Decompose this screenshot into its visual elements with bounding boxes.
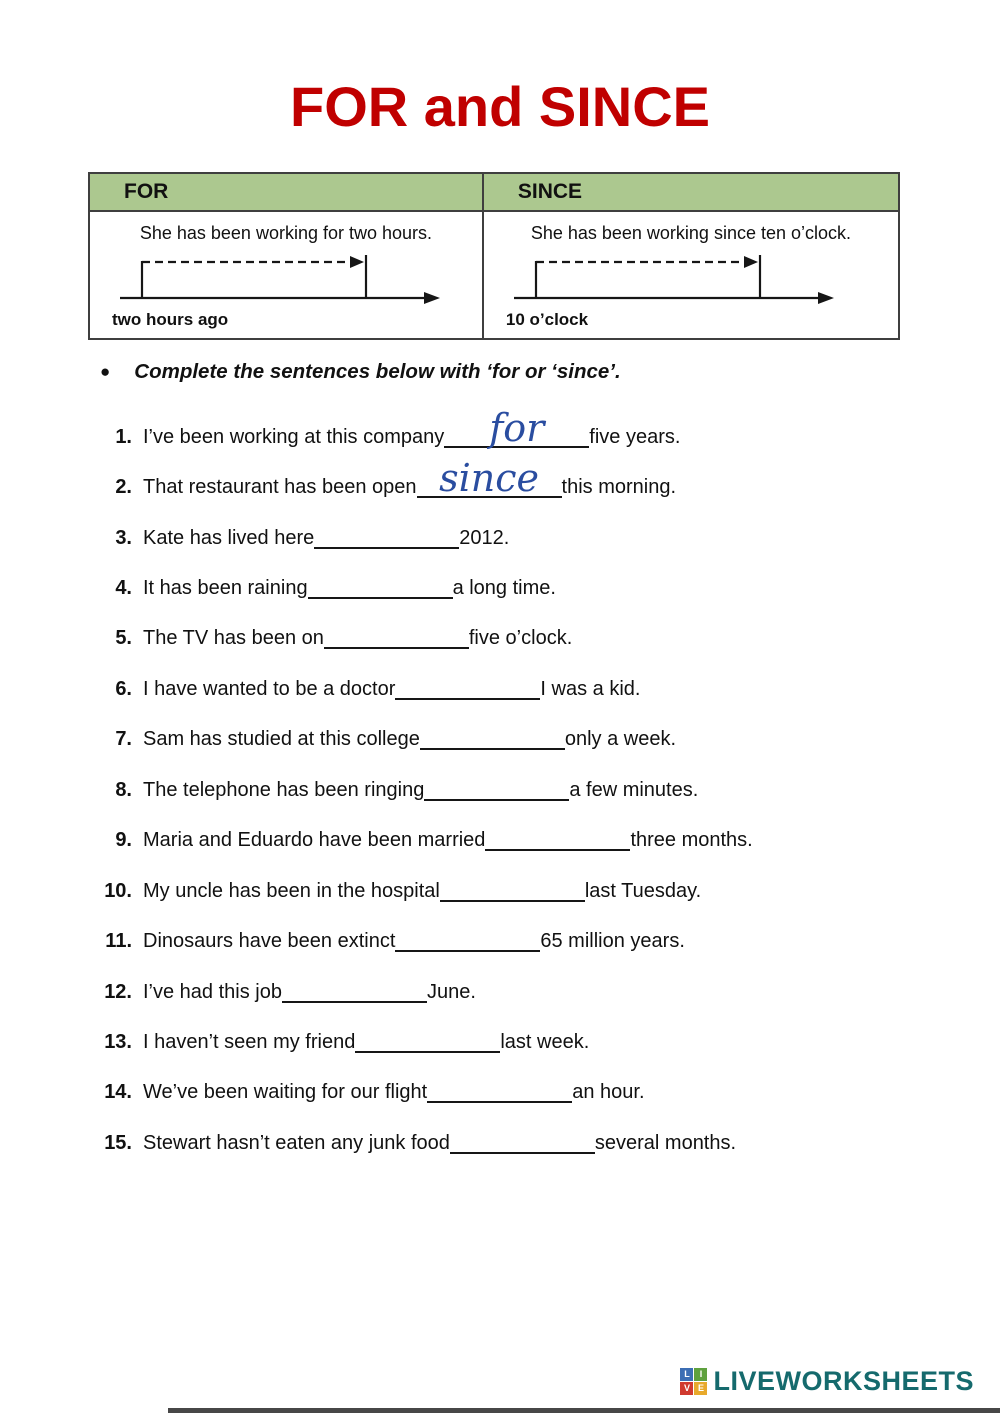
item-before: I have wanted to be a doctor [143, 677, 396, 700]
exercise-item [0, 715, 1000, 765]
item-number: 15. [104, 1131, 132, 1154]
item-sentence [143, 930, 685, 953]
item-after: last Tuesday. [584, 879, 702, 902]
exercise-item [0, 967, 1000, 1017]
item-sentence [143, 678, 640, 701]
liveworksheets-logo-icon [680, 1368, 707, 1395]
logo-square-i: I [694, 1368, 707, 1381]
item-after: five o’clock. [468, 627, 573, 650]
item-before: I haven’t seen my friend [143, 1030, 356, 1053]
item-before: The telephone has been ringing [143, 778, 425, 801]
answer-blank[interactable] [427, 1101, 572, 1103]
exercise-item [0, 816, 1000, 866]
liveworksheets-brand-text: LIVEWORKSHEETS [713, 1366, 974, 1396]
item-after: an hour. [572, 1081, 645, 1104]
table-header-since: SINCE [482, 174, 898, 212]
item-number: 3. [115, 526, 132, 549]
item-sentence [143, 577, 556, 600]
item-number: 12. [104, 980, 132, 1003]
item-sentence [143, 405, 681, 450]
item-after: June. [426, 980, 476, 1003]
exercise-item [0, 614, 1000, 664]
item-before: It has been raining [143, 577, 308, 600]
item-before: My uncle has been in the hospital [143, 879, 440, 902]
item-after: 65 million years. [540, 930, 685, 953]
exercise-item [0, 1068, 1000, 1118]
table-cell-since [482, 212, 898, 338]
answer-blank[interactable] [314, 547, 459, 549]
answer-blank[interactable] [450, 1152, 595, 1154]
table-cell-for [90, 212, 482, 338]
item-before: Sam has studied at this college [143, 728, 420, 751]
answer-blank[interactable] [417, 456, 562, 501]
timeline-diagram-since [494, 248, 844, 310]
answer-blank[interactable] [282, 1001, 427, 1003]
item-number: 13. [104, 1030, 132, 1053]
exercise-list [0, 405, 1000, 1169]
answer-blank[interactable] [440, 900, 585, 902]
item-before: Kate has lived here [143, 526, 315, 549]
answer-blank[interactable] [395, 698, 540, 700]
item-after: a long time. [452, 577, 556, 600]
instruction-text: Complete the sentences below with ‘for or ‘since’. [134, 360, 621, 383]
item-sentence [143, 981, 476, 1004]
exercise-item [0, 1118, 1000, 1168]
item-sentence [143, 1132, 736, 1155]
item-answer: for [489, 405, 545, 450]
item-before: Stewart hasn’t eaten any junk food [143, 1131, 450, 1154]
item-before: We’ve been waiting for our flight [143, 1081, 428, 1104]
item-after: five years. [589, 425, 681, 448]
instruction-line [100, 360, 621, 384]
item-number: 9. [115, 829, 132, 852]
item-number: 1. [115, 425, 132, 448]
exercise-item [0, 664, 1000, 714]
answer-blank[interactable] [420, 748, 565, 750]
item-number: 8. [115, 778, 132, 801]
exercise-item [0, 866, 1000, 916]
item-number: 10. [104, 879, 132, 902]
item-sentence [143, 456, 677, 501]
item-sentence [143, 627, 572, 650]
item-number: 5. [115, 627, 132, 650]
item-number: 14. [104, 1081, 132, 1104]
item-after: several months. [594, 1131, 737, 1154]
item-before: The TV has been on [143, 627, 324, 650]
answer-blank[interactable] [424, 799, 569, 801]
item-number: 6. [115, 677, 132, 700]
timeline-diagram-for [100, 248, 450, 310]
exercise-item [0, 563, 1000, 613]
exercise-item [0, 916, 1000, 966]
item-after: only a week. [564, 728, 676, 751]
answer-blank[interactable] [395, 950, 540, 952]
item-number: 7. [115, 728, 132, 751]
answer-blank[interactable] [485, 849, 630, 851]
item-number: 2. [115, 476, 132, 499]
next-page-edge [168, 1408, 1000, 1413]
item-after: this morning. [561, 476, 677, 499]
example-sentence-for: She has been working for two hours. [139, 223, 433, 243]
answer-blank[interactable] [308, 597, 453, 599]
answer-blank[interactable] [355, 1051, 500, 1053]
item-after: 2012. [459, 526, 510, 549]
item-sentence [143, 880, 701, 903]
item-before: I’ve had this job [143, 980, 282, 1003]
item-sentence [143, 1031, 589, 1054]
liveworksheets-footer [680, 1366, 974, 1397]
logo-square-v: V [680, 1382, 693, 1395]
exercise-item [0, 456, 1000, 512]
bullet-icon: ● [100, 362, 111, 381]
item-before: Maria and Eduardo have been married [143, 829, 486, 852]
exercise-item [0, 1017, 1000, 1067]
item-after: three months. [630, 829, 753, 852]
item-before: Dinosaurs have been extinct [143, 930, 396, 953]
item-sentence [143, 779, 698, 802]
example-sentence-since: She has been working since ten o’clock. [530, 223, 852, 243]
item-sentence [143, 728, 676, 751]
logo-square-e: E [694, 1382, 707, 1395]
exercise-item [0, 765, 1000, 815]
for-since-table [88, 172, 900, 340]
item-answer: since [439, 456, 539, 501]
answer-blank[interactable] [324, 647, 469, 649]
item-number: 4. [115, 577, 132, 600]
time-label-for: two hours ago [112, 310, 229, 329]
item-after: last week. [500, 1030, 590, 1053]
item-number: 11. [105, 930, 132, 953]
time-label-since: 10 o’clock [505, 310, 589, 329]
item-before: That restaurant has been open [143, 476, 417, 499]
item-sentence [143, 829, 753, 852]
exercise-item [0, 405, 1000, 462]
item-before: I’ve been working at this company [143, 425, 445, 448]
item-after: I was a kid. [540, 677, 641, 700]
exercise-item [0, 513, 1000, 563]
item-after: a few minutes. [569, 778, 699, 801]
logo-square-l: L [680, 1368, 693, 1381]
page-title: FOR and SINCE [289, 75, 711, 138]
item-sentence [143, 1081, 645, 1104]
item-sentence [143, 527, 509, 550]
answer-blank[interactable] [444, 405, 589, 450]
table-header-for: FOR [90, 174, 482, 212]
